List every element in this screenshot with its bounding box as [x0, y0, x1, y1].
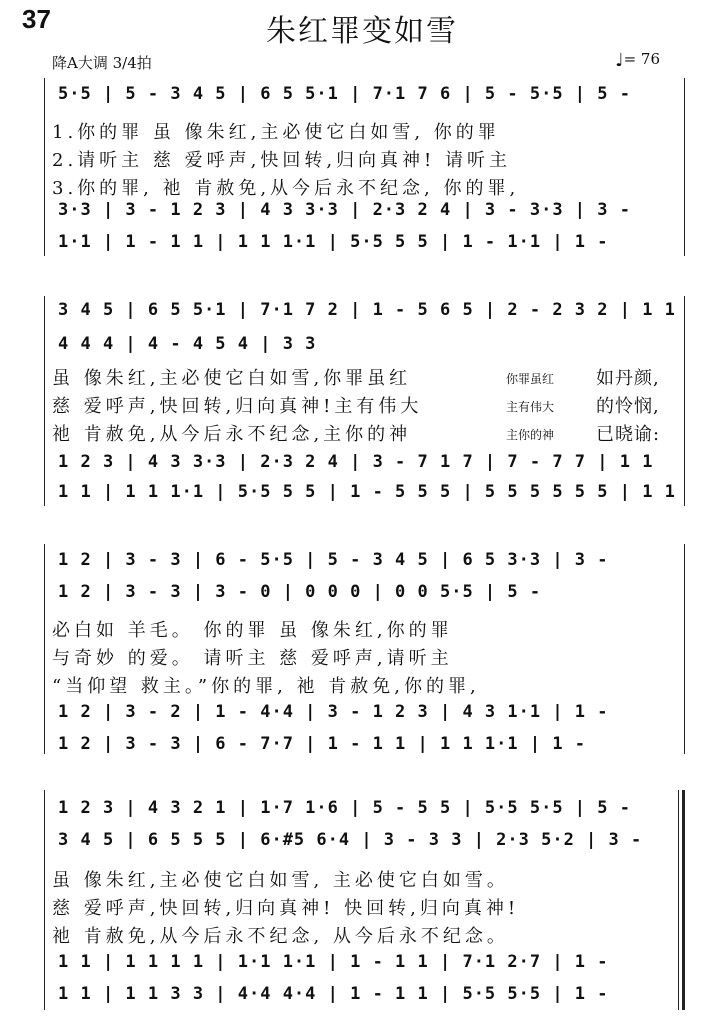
alto-line: 1 2 | 3 - 3 | 3 - 0 | 0 0 0 | 0 0 5·5 | 5 -: [58, 582, 542, 602]
key-meter: 降A大调 3/4拍: [52, 54, 152, 72]
lyric-verse-3: 3.你的罪, 祂 肯赦免,从今后永不纪念, 你的罪,: [52, 178, 520, 199]
lyric-end-2: 的怜悯,: [596, 396, 660, 417]
system-bracket: [44, 296, 45, 506]
tenor-line: 1 1 | 1 1 1 1 | 1·1 1·1 | 1 - 1 1 | 7·1 2·7 | 1 -: [58, 952, 609, 972]
system-bracket: [44, 544, 45, 754]
score-system-4: [44, 784, 684, 1014]
lyric-verse-2: 慈 爱呼声,快回转,归向真神!主有伟大: [52, 396, 423, 417]
lyric-verse-2: 慈 爱呼声,快回转,归向真神! 快回转,归向真神!: [52, 898, 520, 919]
bass-line: 1·1 | 1 - 1 1 | 1 1 1·1 | 5·5 5 5 | 1 - 1·1 | 1 -: [58, 232, 609, 252]
lyric-verse-1: 虽 像朱红,主必使它白如雪, 主必使它白如雪。: [52, 870, 509, 891]
echo-lyric-2: 主有伟大: [506, 400, 555, 414]
lyric-verse-1: 虽 像朱红,主必使它白如雪,你罪虽红: [52, 368, 412, 389]
system-bracket: [44, 78, 45, 256]
score-system-1: [44, 72, 684, 262]
system-bracket: [44, 790, 45, 1010]
echo-lyric-3: 主你的神: [506, 428, 555, 442]
hymn-number: 37: [22, 4, 51, 34]
echo-lyric-1: 你罪虽红: [506, 372, 555, 386]
quarter-note-icon: ♩: [615, 50, 624, 71]
tenor-line: 3·3 | 3 - 1 2 3 | 4 3 3·3 | 2·3 2 4 | 3 - 3·3 | 3 -: [58, 200, 631, 220]
lyric-end-1: 如丹颜,: [596, 368, 660, 389]
tenor-line: 1 2 | 3 - 2 | 1 - 4·4 | 3 - 1 2 3 | 4 3 1·1 | 1 -: [58, 702, 609, 722]
alto-line: 4 4 4 | 4 - 4 5 4 | 3 3: [58, 334, 317, 354]
lyric-verse-1: 1.你的罪 虽 像朱红,主必使它白如雪, 你的罪: [52, 122, 500, 143]
lyric-verse-3: 祂 肯赦免,从今后永不纪念,主你的神: [52, 424, 412, 445]
melody-line: 1 2 | 3 - 3 | 6 - 5·5 | 5 - 3 4 5 | 6 5 3·3 | 3 -: [58, 550, 609, 570]
lyric-verse-1: 必白如 羊毛。 你的罪 虽 像朱红,你的罪: [52, 620, 453, 641]
melody-line: 5·5 | 5 - 3 4 5 | 6 5 5·1 | 7·1 7 6 | 5 - 5·5 | 5 -: [58, 84, 631, 104]
bass-line: 1 2 | 3 - 3 | 6 - 7·7 | 1 - 1 1 | 1 1 1·1 | 1 -: [58, 734, 587, 754]
melody-line: 1 2 3 | 4 3 2 1 | 1·7 1·6 | 5 - 5 5 | 5·5 5·5 | 5 -: [58, 798, 631, 818]
lyric-verse-3: 祂 肯赦免,从今后永不纪念, 从今后永不纪念。: [52, 926, 509, 947]
hymn-title: 朱红罪变如雪: [266, 14, 458, 49]
lyric-verse-2: 与奇妙 的爱。 请听主 慈 爱呼声,请听主: [52, 648, 453, 669]
tempo-value: = 76: [623, 50, 660, 68]
melody-line: 3 4 5 | 6 5 5·1 | 7·1 7 2 | 1 - 5 6 5 | 2 - 2 3 2 | 1 1: [58, 300, 676, 320]
score-system-3: [44, 538, 684, 758]
score-system-2: [44, 290, 684, 510]
bass-line: 1 1 | 1 1 1·1 | 5·5 5 5 | 1 - 5 5 5 | 5 5 5 5 5 5 | 1 1: [58, 482, 676, 502]
lyric-end-3: 已晓谕:: [596, 424, 661, 445]
tenor-line: 1 2 3 | 4 3 3·3 | 2·3 2 4 | 3 - 7 1 7 | 7 - 7 7 | 1 1: [58, 452, 654, 472]
lyric-verse-2: 2.请听主 慈 爱呼声,快回转,归向真神! 请听主: [52, 150, 512, 171]
lyric-verse-3: “当仰望 救主。”你的罪, 祂 肯赦免,你的罪,: [52, 676, 480, 697]
bass-line: 1 1 | 1 1 3 3 | 4·4 4·4 | 1 - 1 1 | 5·5 5·5 | 1 -: [58, 984, 609, 1004]
tempo-marking: [615, 50, 660, 71]
alto-line: 3 4 5 | 6 5 5 5 | 6·#5 6·4 | 3 - 3 3 | 2·3 5·2 | 3 -: [58, 830, 643, 850]
